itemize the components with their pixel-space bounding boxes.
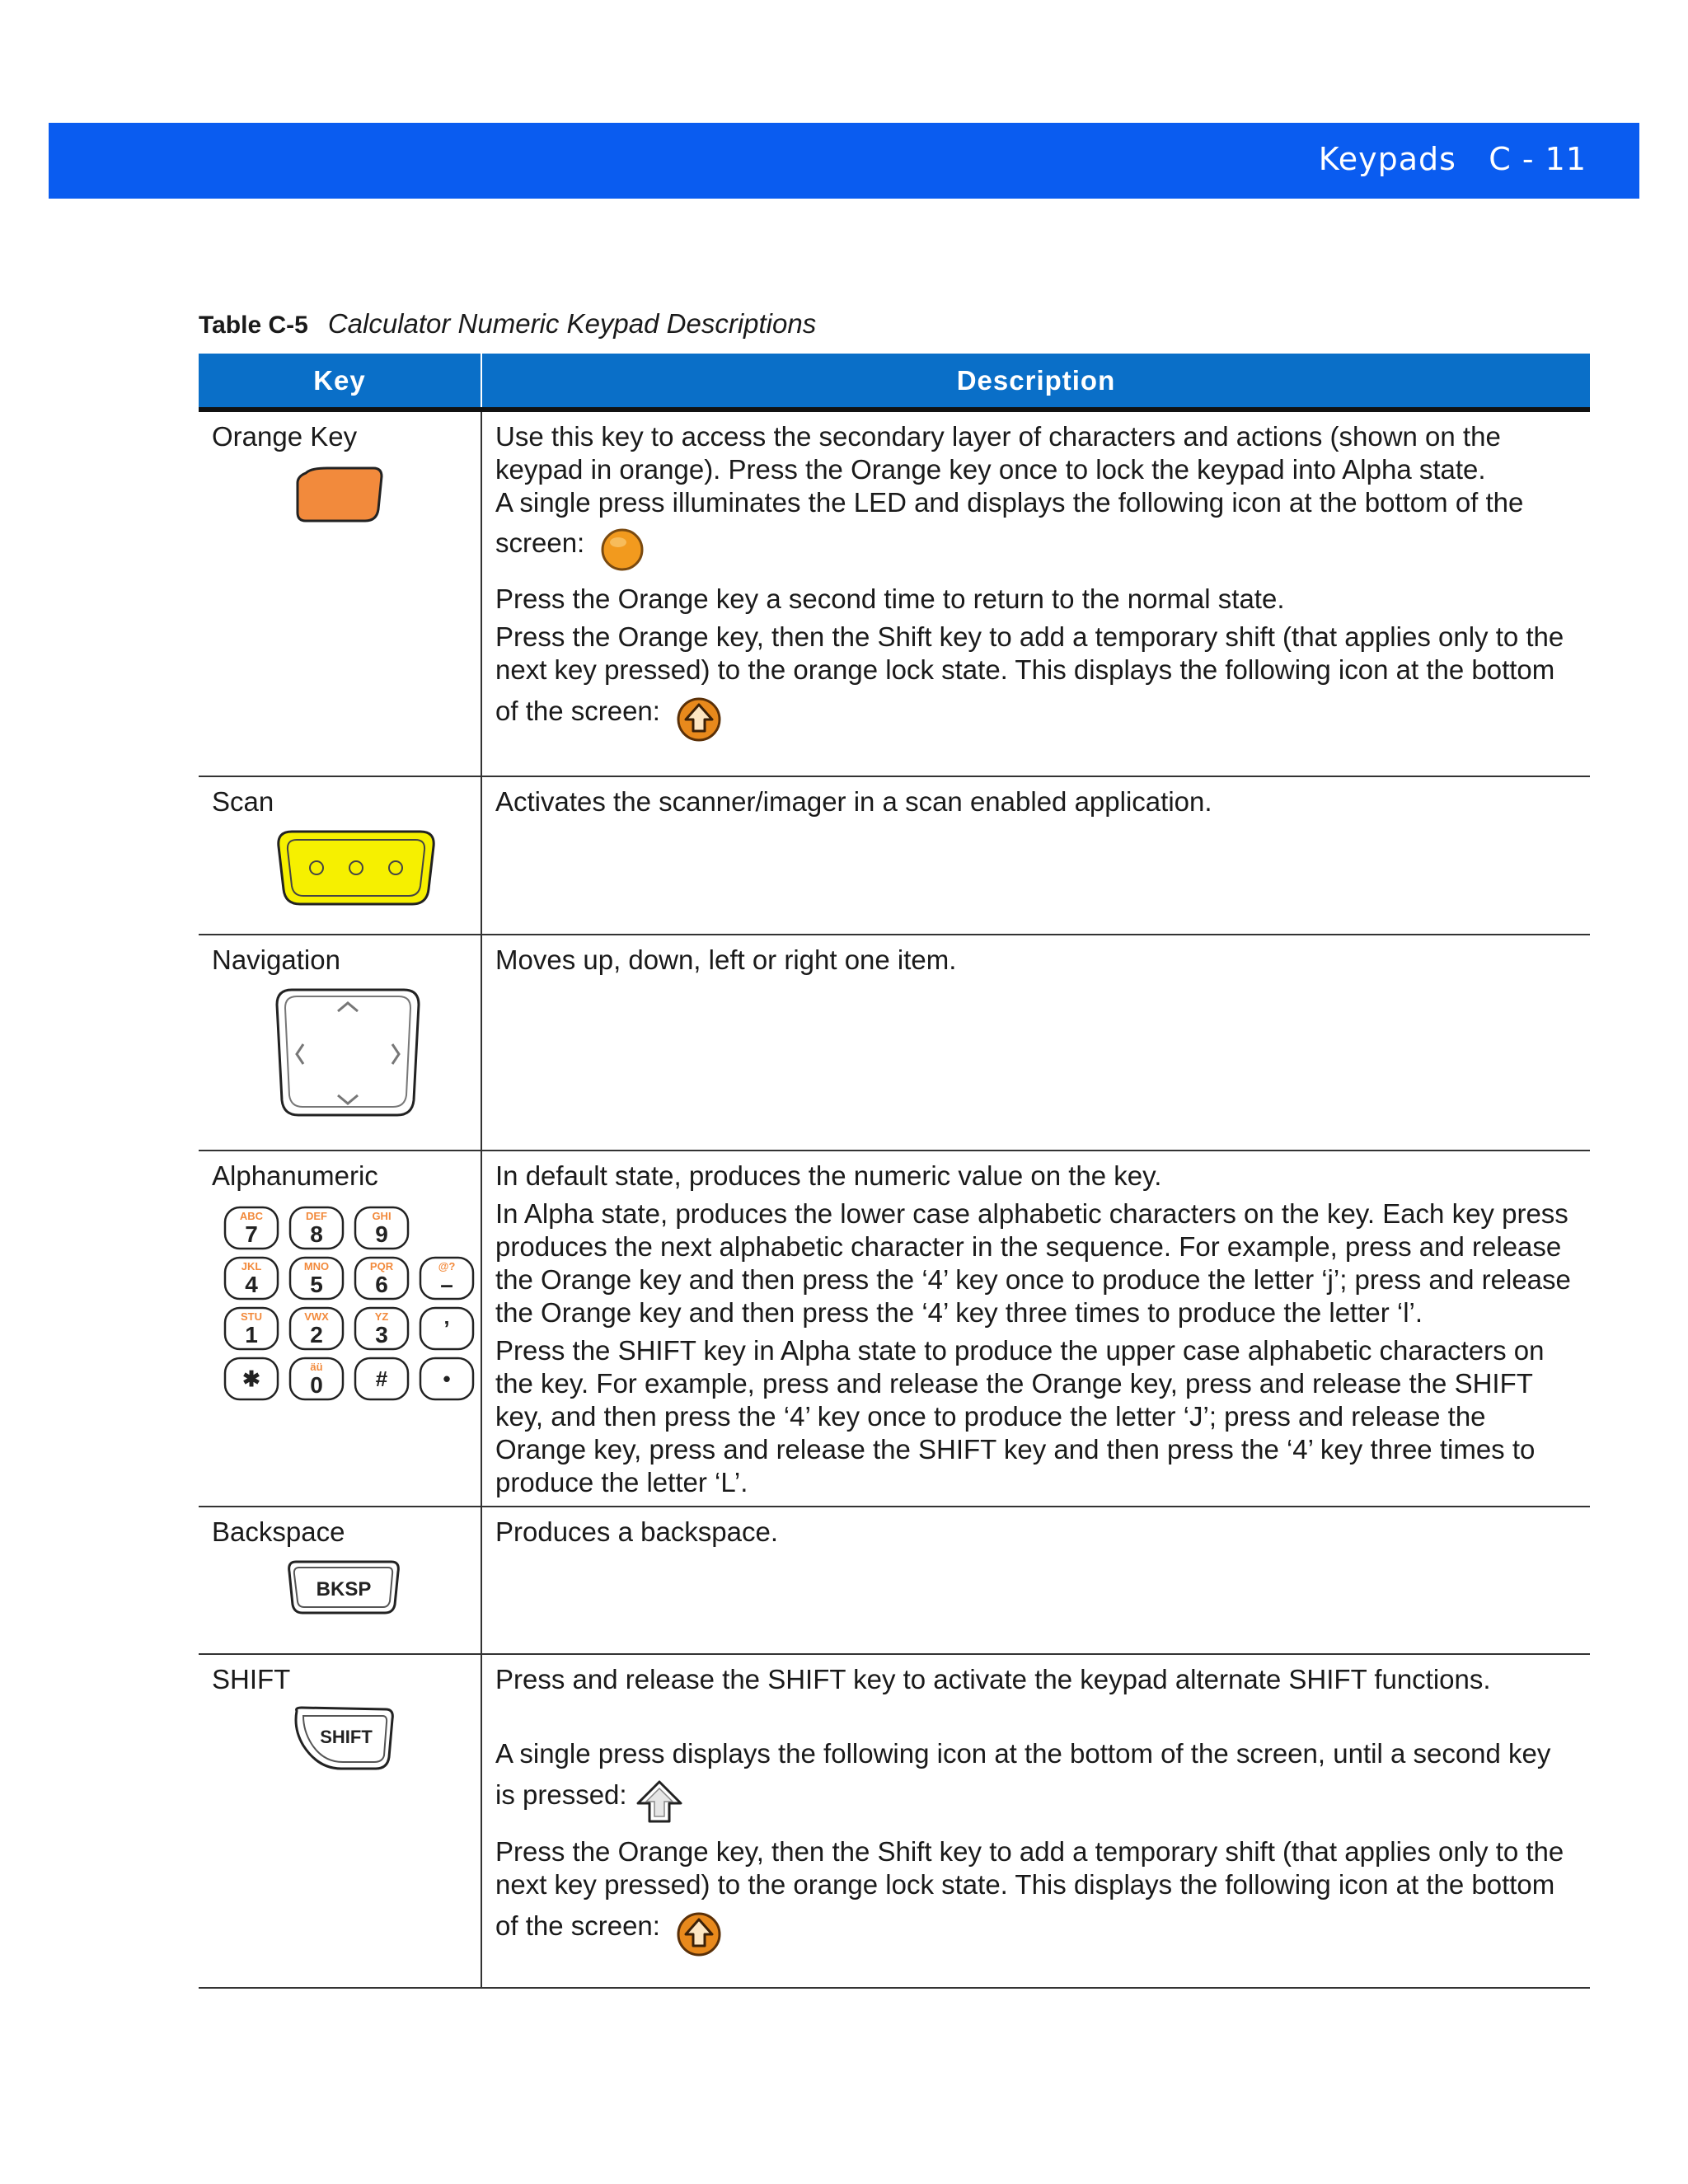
keypad-key-main-label: # — [375, 1366, 388, 1391]
keypad-key-alt-label: @? — [438, 1260, 456, 1272]
scan-key-icon — [212, 828, 467, 915]
key-cell — [199, 1151, 481, 1507]
keypad-key-alt-label: äü — [310, 1361, 323, 1373]
key-name: Alphanumeric — [212, 1160, 378, 1191]
keypad-key-7 — [225, 1207, 278, 1249]
alphanumeric-keypad-icon — [212, 1201, 467, 1414]
keypad-key-main-label: 2 — [310, 1322, 323, 1347]
description-cell — [481, 935, 1590, 1151]
orange-key-icon — [212, 466, 467, 532]
page-number: C - 11 — [1489, 141, 1587, 177]
keypad-key-alt-label: GHI — [372, 1210, 392, 1222]
keypad-key-– — [420, 1258, 473, 1299]
table-row-alphanumeric — [199, 1151, 1590, 1507]
keypad-key-1 — [225, 1308, 278, 1349]
column-header-key: Key — [199, 354, 481, 410]
navigation-desc-p1: Moves up, down, left or right one item. — [495, 944, 957, 975]
orange-dot-icon — [600, 527, 645, 579]
keypad-key-6 — [355, 1258, 408, 1299]
keypad-key-main-label: 5 — [310, 1272, 323, 1297]
orange-desc-p1: Use this key to access the secondary layer of characters and actions (shown on the keypad in orange). Press the Orange key once to lock the keypad into Alpha state. — [495, 421, 1501, 485]
alphanumeric-desc-p3: Press the SHIFT key in Alpha state to produce the upper case alphabetic characters on the key. For example, press and release the Orange key, press and release the SHIFT key, and then press the ‘4’ key once to produce the letter ‘J’; press and release the Orange key, press and release the SHIFT key and then press the ‘4’ key three times to produce the letter ‘L’. — [495, 1335, 1545, 1497]
key-cell — [199, 1507, 481, 1654]
keypad-key-main-label: 4 — [245, 1272, 258, 1297]
keypad-key-alt-label: ABC — [239, 1210, 264, 1222]
key-cell — [199, 410, 481, 776]
section-name: Keypads — [1318, 141, 1456, 177]
table-row-navigation — [199, 935, 1590, 1151]
alphanumeric-keypad-graphic — [212, 1201, 467, 1407]
shift-key-icon — [212, 1706, 467, 1779]
shift-desc-p1: Press and release the SHIFT key to activate the keypad alternate SHIFT functions. — [495, 1664, 1491, 1694]
orange-desc-p3: Press the Orange key a second time to return to the normal state. — [495, 583, 1285, 614]
description-cell — [481, 776, 1590, 935]
keypad-key-9 — [355, 1207, 408, 1249]
keypad-key-main-label: 6 — [375, 1272, 388, 1297]
keypad-key-alt-label: YZ — [374, 1310, 389, 1323]
keypad-key-5 — [290, 1258, 343, 1299]
keypad-key-0 — [290, 1358, 343, 1399]
keypad-key-main-label: 3 — [375, 1322, 388, 1347]
backspace-desc-p1: Produces a backspace. — [495, 1516, 779, 1547]
keypad-key-# — [355, 1358, 408, 1399]
keypad-key-main-label: 7 — [245, 1221, 258, 1247]
shift-desc-p2: A single press displays the following icon at the bottom of the screen, until a second key is pressed: — [495, 1737, 1577, 1824]
key-name: Orange Key — [212, 421, 358, 452]
keypad-key-main-label: – — [440, 1272, 453, 1297]
navigation-key-icon — [212, 987, 467, 1126]
page-header-bar — [49, 123, 1639, 199]
bksp-key-icon — [212, 1558, 467, 1624]
keypad-key-main-label: 0 — [310, 1372, 323, 1398]
keypad-key-8 — [290, 1207, 343, 1249]
key-cell — [199, 1654, 481, 1988]
orange-shift-icon — [676, 696, 722, 750]
table-row-scan — [199, 776, 1590, 935]
keypad-key-alt-label: JKL — [241, 1260, 262, 1272]
description-cell — [481, 410, 1590, 776]
table-header-row — [199, 354, 1590, 410]
keypad-key-main-label: ✱ — [242, 1366, 260, 1391]
key-name: Navigation — [212, 944, 340, 975]
orange-shift-icon — [676, 1911, 722, 1965]
keypad-key-• — [420, 1358, 473, 1399]
description-cell — [481, 1507, 1590, 1654]
keypad-key-4 — [225, 1258, 278, 1299]
keypad-key-alt-label: PQR — [369, 1260, 394, 1272]
table-caption — [199, 308, 816, 340]
keypad-key-main-label: • — [443, 1366, 451, 1391]
shift-keycap-label: SHIFT — [320, 1727, 373, 1747]
table-row-backspace — [199, 1507, 1590, 1654]
table-number: Table C-5 — [199, 312, 308, 339]
shift-arrow-icon — [635, 1779, 684, 1832]
column-header-description: Description — [481, 354, 1590, 410]
keypad-table — [199, 354, 1590, 1989]
keypad-key-✱ — [225, 1358, 278, 1399]
keypad-key-alt-label: STU — [241, 1310, 262, 1323]
keypad-key-3 — [355, 1308, 408, 1349]
table-row-orange-key — [199, 410, 1590, 776]
description-cell — [481, 1654, 1590, 1988]
page-header-text — [1319, 141, 1587, 177]
keypad-key-main-label: 9 — [375, 1221, 388, 1247]
orange-desc-p4: Press the Orange key, then the Shift key to add a temporary shift (that applies only to the next key pressed) to the orange lock state. This displays the following icon at the bottom of the screen: — [495, 621, 1577, 740]
table-title: Calculator Numeric Keypad Descriptions — [327, 308, 817, 339]
shift-desc-p3: Press the Orange key, then the Shift key to add a temporary shift (that applies only to the next key pressed) to the orange lock state. This displays the following icon at the bottom of the screen: — [495, 1835, 1577, 1955]
keypad-key-main-label: 8 — [310, 1221, 323, 1247]
table-row-shift — [199, 1654, 1590, 1988]
keypad-key-2 — [290, 1308, 343, 1349]
scan-desc-p1: Activates the scanner/imager in a scan enabled application. — [495, 786, 1212, 817]
keypad-key-alt-label: VWX — [304, 1310, 329, 1323]
keypad-key-main-label: ’ — [443, 1316, 450, 1341]
key-cell — [199, 776, 481, 935]
orange-desc-p2: A single press illuminates the LED and displays the following icon at the bottom of the screen: — [495, 486, 1577, 571]
keypad-key-alt-label: DEF — [306, 1210, 327, 1222]
key-name: Scan — [212, 786, 274, 817]
keypad-key-main-label: 1 — [245, 1322, 258, 1347]
keypad-key-’ — [420, 1308, 473, 1349]
keypad-key-alt-label: MNO — [303, 1260, 330, 1272]
key-name: SHIFT — [212, 1664, 291, 1694]
key-name: Backspace — [212, 1516, 345, 1547]
alphanumeric-desc-p2: In Alpha state, produces the lower case alphabetic characters on the key. Each key press produces the next alphabetic character in the sequence. For example, press and release the Orange key and then press the ‘4’ key once to produce the letter ‘j’; press and release the Orange key and then press the ‘4’ key three times to produce the letter ‘l’. — [495, 1198, 1571, 1328]
key-cell — [199, 935, 481, 1151]
description-cell — [481, 1151, 1590, 1507]
bksp-keycap-label: BKSP — [316, 1578, 372, 1601]
alphanumeric-desc-p1: In default state, produces the numeric value on the key. — [495, 1160, 1162, 1191]
